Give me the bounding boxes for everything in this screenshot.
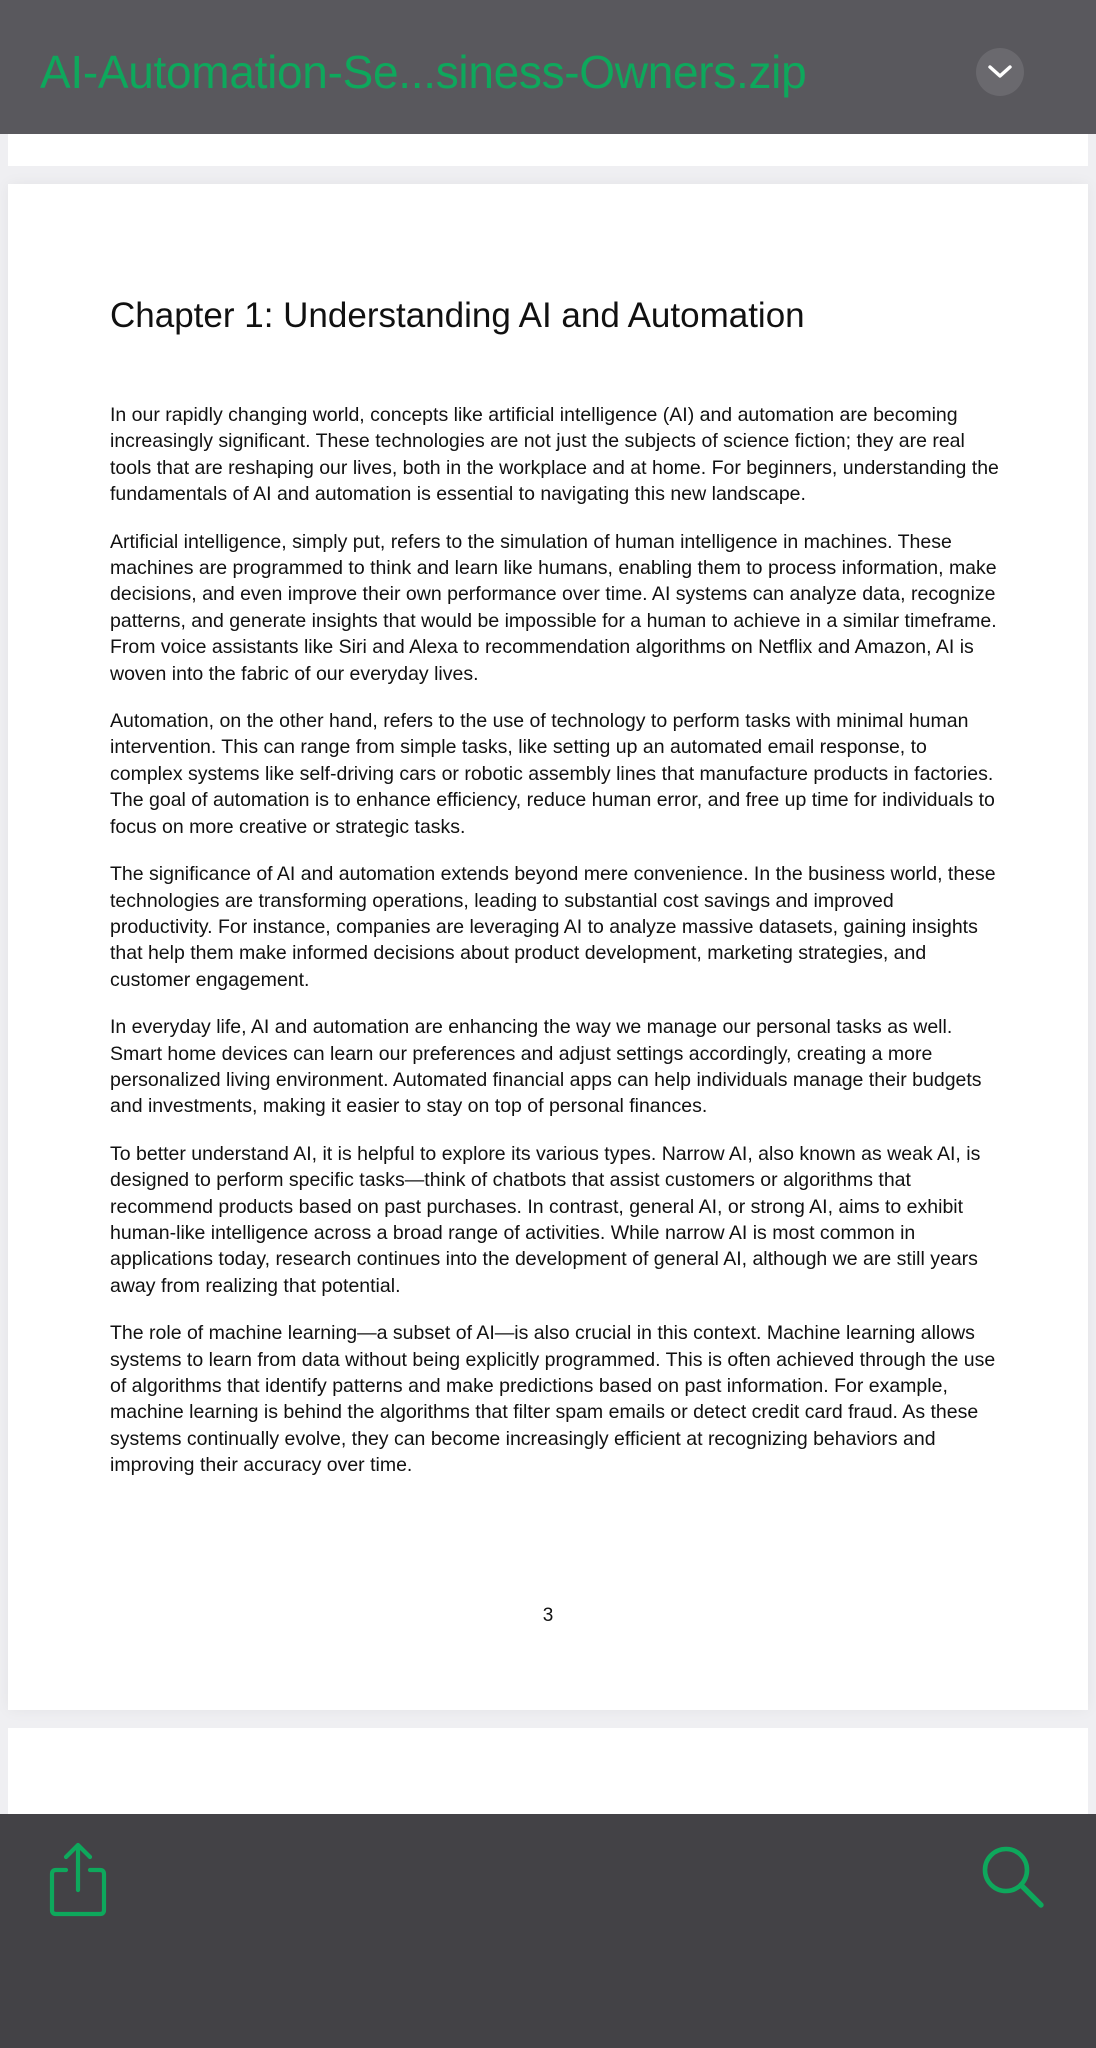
paragraph: To better understand AI, it is helpful to explore its various types. Narrow AI, also known as weak AI, is designed to perform specific tasks—think of chatbots that assist customers or algorithms that recommend products based on past purchases. In contrast, general AI, or strong AI, aims to exhibit human-like intelligence across a broad range of activities. While narrow AI is most common in applications today, research continues into the development of general AI, although we are still years away from realizing that potential.: [110, 1142, 981, 1297]
document-viewer[interactable]: [0, 134, 1096, 1814]
chapter-body: [110, 402, 1000, 1500]
paragraph: Artificial intelligence, simply put, refers to the simulation of human intelligence in machines. These machines are programmed to think and learn like humans, enabling them to process information, make decisions, and even improve their own performance over time. AI systems can analyze data, recognize patterns, and generate insights that would be impossible for a human to achieve in a similar timeframe. From voice assistants like Siri and Alexa to recommendation algorithms on Netflix and Amazon, AI is woven into the fabric of our everyday lives.: [110, 530, 997, 685]
share-button[interactable]: [46, 1842, 110, 1918]
bottom-toolbar: [0, 1814, 1096, 2048]
next-page: [8, 1728, 1088, 1814]
page-number: 3: [542, 1605, 554, 1626]
paragraph: In everyday life, AI and automation are enhancing the way we manage our personal tasks as well. Smart home devices can learn our preferences and adjust settings accordingly, creating a more personalized living environment. Automated financial apps can help individuals manage their budgets and investments, making it easier to stay on top of personal finances.: [110, 1016, 982, 1118]
share-icon: [46, 1842, 110, 1918]
title-menu-button[interactable]: [976, 48, 1024, 96]
paragraph: Automation, on the other hand, refers to the use of technology to perform tasks with minimal human intervention. This can range from simple tasks, like setting up an automated email response, to complex systems like self-driving cars or robotic assembly lines that manufacture products in factories. The goal of automation is to enhance efficiency, reduce human error, and free up time for individuals to focus on more creative or strategic tasks.: [110, 710, 995, 838]
top-bar: [0, 0, 1096, 134]
chevron-down-icon: [987, 64, 1013, 80]
paragraph: The role of machine learning—a subset of AI—is also crucial in this context. Machine learning allows systems to learn from data without being explicitly programmed. This is often achieved through the use of algorithms that identify patterns and make predictions based on past information. For example, machine learning is behind the algorithms that filter spam emails or detect credit card fraud. As these systems continually evolve, they can become increasingly efficient at recognizing behaviors and improving their accuracy over time.: [110, 1322, 996, 1477]
search-icon: [980, 1844, 1046, 1910]
document-file-name[interactable]: AI-Automation-Se...siness-Owners.zip: [40, 46, 807, 98]
document-page: [8, 184, 1088, 1710]
paragraph: In our rapidly changing world, concepts like artificial intelligence (AI) and automation are becoming increasingly significant. These technologies are not just the subjects of science fiction; they are real tools that are reshaping our lives, both in the workplace and at home. For beginners, understanding the fundamentals of AI and automation is essential to navigating this new landscape.: [110, 404, 999, 506]
search-button[interactable]: [980, 1844, 1046, 1910]
chapter-title: Chapter 1: Understanding AI and Automation: [110, 296, 805, 335]
previous-page: [8, 134, 1088, 166]
paragraph: The significance of AI and automation extends beyond mere convenience. In the business world, these technologies are transforming operations, leading to substantial cost savings and improved productivity. For instance, companies are leveraging AI to analyze massive datasets, gaining insights that help them make informed decisions about product development, marketing strategies, and customer engagement.: [110, 863, 996, 991]
